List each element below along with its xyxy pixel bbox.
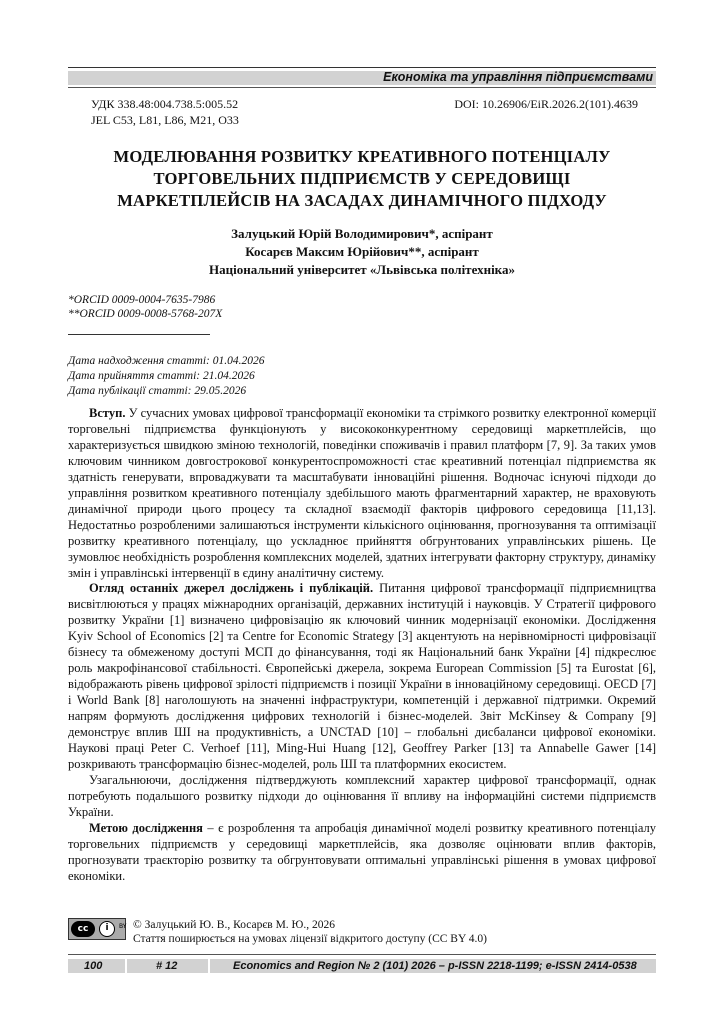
author-2: Косарєв Максим Юрійович**, аспірант (245, 244, 479, 259)
author-1: Залуцький Юрій Володимирович*, аспірант (231, 226, 493, 241)
orcid-1[interactable]: *ORCID 0009-0004-7635-7986 (68, 294, 216, 306)
license-statement: Стаття поширюється на умовах ліцензії відкритого доступу (CC BY 4.0) (133, 933, 487, 945)
title-line: МАРКЕТПЛЕЙСІВ НА ЗАСАДАХ ДИНАМІЧНОГО ПІДХОДУ (117, 191, 607, 210)
journal-section-title: Економіка та управління підприємствами (383, 70, 653, 84)
paragraph-text: У сучасних умовах цифрової трансформації економіки та стрімкого розвитку електронної комерції торговельні підприємства функціонують у висококонкурентному середовищі маркетплейсів, що характеризується швидкою зміною технологій, поведінки споживачів і правил платформ [7, 9]. За таких умов ключовим чинником довгострокової конкурентоспроможності стає креативний потенціал підприємства як здатність генерувати, впроваджувати та масштабувати інноваційні рішення. Водночас існуючі підходи до управління розвитком креативного потенціалу здебільшого мають фрагментарний характер, не враховують динамічної природи цього процесу та складної взаємодії факторів цифрового середовища [11,13]. Недостатньо розробленими залишаються інструменти кількісного оцінювання, прогнозування та оптимізації розвитку креативного потенціалу, що ускладнює прийняття обгрунтованих управлінських рішень. Це зумовлює необхідність розроблення комплексних моделей, здатних інтегрувати факторну структуру, динаміку змін і управлінські інтервенції в єдину аналітичну систему. (68, 406, 656, 580)
paragraph-text: Питання цифрової трансформації підприємництва висвітлюються у працях міжнародних організацій, державних інституцій і науковців. У Стратегії цифрового розвитку України [1] визначено цифровізацію як ключовий чинник модернізації економіки. Дослідження Kyiv School of Economics [2] та Centre for Economic Strategy [3] акцентують на нерівномірності цифровізації бізнесу та обмеженому доступі МСП до фінансування, тоді як Національний банк України [4] підкреслює роль макрофінансової стабільності. Європейські джерела, зокрема European Commission [5] та Eurostat [6], відображають рівень цифрової зрілості підприємств і позиції України в інноваційному середовищі. OECD [7] і World Bank [8] наголошують на значенні інфраструктури, компетенцій і державної підтримки. Окремий напрям формують дослідження цифрових технологій і бізнес-моделей. Звіт McKinsey & Company [9] демонструє вплив ШІ на продуктивність, а UNCTAD [10] – глобальні дисбаланси цифрової економіки. Наукові праці Peter C. Verhoef [11], Ming-Hui Huang [12], Geoffrey Parker [13] та Annabelle Gawer [14] розкривають трансформацію бізнес-моделей, роль ШІ та платформних екосистем. (68, 581, 656, 771)
paragraph-lead: Вступ. (89, 406, 126, 420)
doi-link[interactable]: DOI: 10.26906/EiR.2026.2(101).4639 (454, 97, 638, 111)
title-line: ТОРГОВЕЛЬНИХ ПІДПРИЄМСТВ У СЕРЕДОВИЩІ (153, 169, 571, 188)
footnote-rule (68, 334, 210, 335)
copyright-notice: © Залуцький Ю. В., Косарєв М. Ю., 2026 (133, 919, 335, 931)
cc-icon: cc (71, 921, 95, 937)
footer-rule (68, 954, 656, 955)
article-title (68, 146, 656, 212)
issue-number: # 12 (156, 960, 178, 972)
date-accepted: Дата прийняття статті: 21.04.2026 (68, 370, 255, 382)
title-line: МОДЕЛЮВАННЯ РОЗВИТКУ КРЕАТИВНОГО ПОТЕНЦІАЛУ (113, 147, 611, 166)
orcid-2[interactable]: **ORCID 0009-0008-5768-207X (68, 308, 223, 320)
date-received: Дата надходження статті: 01.04.2026 (68, 355, 265, 367)
cc-license-icon[interactable] (68, 918, 126, 940)
jel-codes: JEL C53, L81, L86, M21, O33 (91, 113, 239, 127)
paragraph-literature-review (68, 581, 656, 772)
paragraph-lead: Огляд останніх джерел досліджень і публікацій. (89, 581, 374, 596)
page-number: 100 (84, 960, 103, 972)
header-rule-top (68, 67, 656, 68)
paragraph-summary (68, 773, 656, 821)
udk-code: УДК 338.48:004.738.5:005.52 (91, 97, 239, 111)
paragraph-aim (68, 821, 656, 885)
affiliation: Національний університет «Львівська політехніка» (209, 262, 515, 277)
paragraph-lead: Метою дослідження (89, 820, 203, 835)
date-published: Дата публікації статті: 29.05.2026 (68, 385, 247, 397)
article-body (68, 406, 656, 885)
footer-separator (208, 959, 210, 973)
attribution-icon: i (99, 921, 115, 937)
cc-by-label: BY (119, 923, 127, 930)
paragraph-text: – є розроблення та апробація динамічної моделі розвитку креативного потенціалу торговельних підприємств у середовищі маркетплейсів, яка дозволяє оцінювати вплив факторів, прогнозувати траєкторію розвитку та обгрунтовувати оптимальні управлінські рішення в умовах цифрової економіки. (68, 820, 656, 883)
journal-citation: Economics and Region № 2 (101) 2026 – p-ISSN 2218-1199; e-ISSN 2414-0538 (233, 960, 637, 972)
paragraph-text: Узагальнюючи, дослідження підтверджують комплексний характер цифрової трансформації, однак потребують подальшого розвитку підходи до оцінювання її впливу на інформаційні системи підприємств України. (68, 772, 656, 819)
paragraph-introduction (68, 406, 656, 581)
header-rule-bottom (68, 87, 656, 88)
footer-separator (125, 959, 127, 973)
